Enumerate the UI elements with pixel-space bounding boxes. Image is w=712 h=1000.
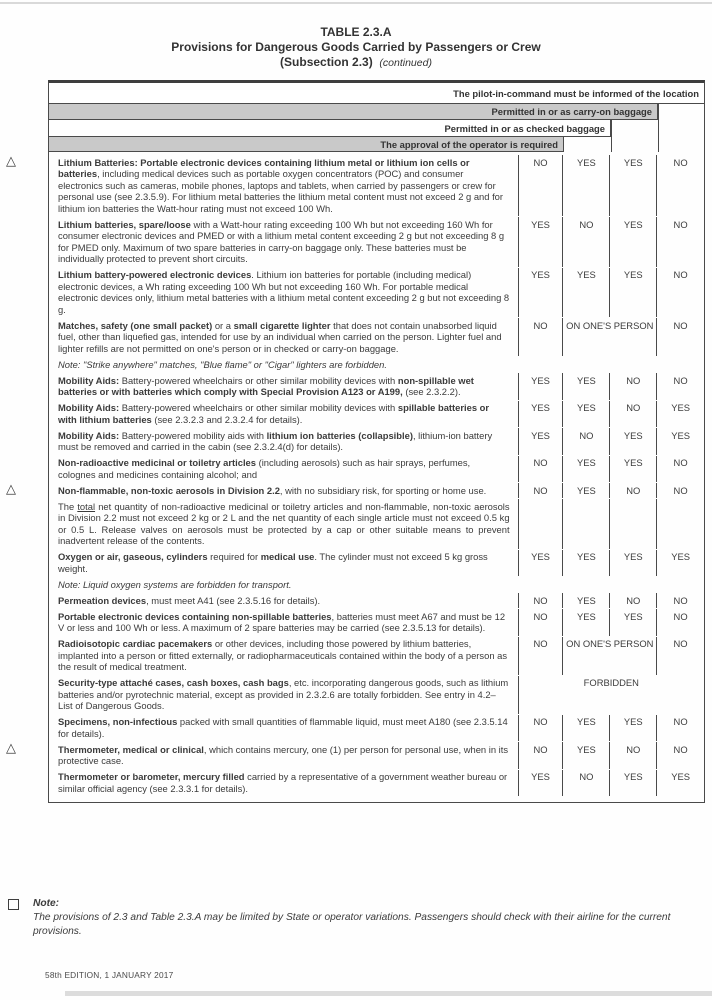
row-value-cell: NO — [656, 637, 704, 675]
header-bar-pilot-in-command: The pilot-in-command must be informed of the location — [49, 83, 704, 104]
row-value-cell: NO — [562, 770, 609, 797]
row-value-cell: YES — [518, 373, 563, 400]
table-row — [49, 373, 704, 400]
row-value-cell — [562, 499, 609, 549]
row-description: The total net quantity of non-radioactive medicinal or toiletry articles and non-flammable, non-toxic aerosols in Division 2.2 must not exceed 2 kg or 2 L and the net quantity of each single article must not exceed 0.5 kg or 0.5 L. Release valves on aerosols must be protected by a cap or other suitable means to prevent inadvertent release of the contents. — [58, 500, 510, 546]
row-value-cell: YES — [518, 217, 563, 267]
row-description: Portable electronic devices containing non-spillable batteries, batteries must meet A67 and must be 12 V or less and 100 Wh or less. A maximum of 2 spare batteries may be carried (see 2.3.5.13 for details). — [58, 610, 506, 633]
table-number: TABLE 2.3.A — [320, 25, 392, 39]
triangle-marker-icon: △ — [6, 153, 16, 168]
row-value-cell: NO — [656, 593, 704, 608]
row-value-cell: NO — [609, 483, 656, 498]
row-value-cell: NO — [656, 318, 704, 356]
row-value-cell: NO — [656, 483, 704, 498]
row-description: Matches, safety (one small packet) or a small cigarette lighter that does not contain unabsorbed liquid fuel, other than liquefied gas, intended for use by an individual when carried on the person. Lighter fuel and lighter refills are not permitted on one's person or in checked or carry-on baggage. — [58, 319, 502, 354]
row-value-cell — [609, 499, 656, 549]
row-value-cell: NO — [518, 742, 563, 769]
table-row — [49, 676, 704, 714]
table-title: Provisions for Dangerous Goods Carried by Passengers or Crew — [171, 40, 541, 54]
row-value-cell: NO — [656, 742, 704, 769]
row-description: Radioisotopic cardiac pacemakers or other devices, including those powered by lithium batteries, implanted into a person or fitted externally, or radiopharmaceuticals contained within the body of a person as the result of medical treatment. — [58, 638, 508, 672]
row-value-cell: NO — [609, 593, 656, 608]
row-value-cell: YES — [609, 770, 656, 797]
table-title-block — [0, 0, 712, 71]
row-value-cell: YES — [609, 155, 656, 216]
row-value-cell: YES — [562, 593, 609, 608]
table-row — [49, 217, 704, 267]
row-value-cell: NO — [609, 401, 656, 428]
row-value-cell: YES — [562, 742, 609, 769]
row-description: Lithium battery-powered electronic devices. Lithium ion batteries for portable (including medical) electronic devices, a Wh rating exceeding 100 Wh but not exceeding 160 Wh. For portable medical electronic devices only, lithium metal batteries with a lithium metal content exceeding 2 g but not exceeding 8 g. — [58, 269, 510, 315]
row-value-cell: YES — [609, 715, 656, 742]
row-value-cell — [656, 499, 704, 549]
row-value-cell: YES — [562, 268, 609, 318]
table-row — [49, 609, 704, 636]
row-value-cell: ON ONE'S PERSON — [562, 318, 656, 356]
row-value-cell: NO — [562, 217, 609, 267]
row-value-cell: YES — [562, 155, 609, 216]
row-value-cell: YES — [609, 268, 656, 318]
table-row — [49, 499, 704, 549]
page-top-edge-line — [0, 2, 712, 4]
row-value-cell: YES — [609, 456, 656, 483]
row-description: Lithium Batteries: Portable electronic devices containing lithium metal or lithium ion cells or batteries, including medical devices such as portable oxygen concentrators (POC) and consumer electronics such as cameras, mobile phones, laptops and tablets, when carried by passengers or crew for personal use (see 2.3.5.9). For lithium metal batteries the lithium metal content must not exceed 2 g and for lithium ion batteries the Watt-hour rating must not exceed 100 Wh. — [58, 156, 504, 214]
row-value-cell: NO — [656, 155, 704, 216]
row-description: Non-radioactive medicinal or toiletry articles (including aerosols) such as hair sprays, perfumes, colognes and medicines containing alcohol; and — [58, 457, 471, 480]
row-value-cell: NO — [518, 637, 563, 675]
edition-footer: 58th EDITION, 1 JANUARY 2017 — [45, 970, 174, 980]
row-value-cell: NO — [656, 373, 704, 400]
row-description: Mobility Aids: Battery-powered wheelchairs or other similar mobility devices with spillable batteries or with lithium batteries (see 2.3.2.3 and 2.3.2.4 for details). — [58, 402, 490, 425]
row-value-cell: NO — [656, 268, 704, 318]
row-value-cell: YES — [562, 715, 609, 742]
row-value-cell: YES — [656, 770, 704, 797]
header-step-divider — [658, 104, 659, 152]
row-value-cell: NO — [518, 155, 563, 216]
row-value-cell: YES — [656, 401, 704, 428]
table-row — [49, 770, 704, 797]
header-bar-checked: Permitted in or as checked baggage — [49, 120, 611, 137]
row-value-cell: ON ONE'S PERSON — [562, 637, 656, 675]
row-value-cell: YES — [562, 456, 609, 483]
bottom-note — [8, 897, 708, 938]
row-value-cell: NO — [518, 318, 563, 356]
row-value-cell: NO — [518, 715, 563, 742]
table-subtitle — [0, 55, 712, 71]
row-description: Permeation devices, must meet A41 (see 2.3.5.16 for details). — [58, 594, 321, 606]
row-value-cell: YES — [609, 217, 656, 267]
row-value-cell: YES — [518, 268, 563, 318]
table-row — [49, 401, 704, 428]
row-description: Specimens, non-infectious packed with small quantities of flammable liquid, must meet A180 (see 2.3.5.14 for details). — [58, 716, 508, 739]
continued-label: (continued) — [379, 57, 432, 69]
table-row — [49, 593, 704, 608]
row-description: Note: "Strike anywhere" matches, "Blue flame" or "Cigar" lighters are forbidden. — [58, 358, 387, 370]
dangerous-goods-table — [6, 80, 705, 803]
table-row — [49, 318, 704, 356]
row-value-cell: FORBIDDEN — [518, 676, 704, 714]
row-value-cell: NO — [609, 373, 656, 400]
row-value-cell: YES — [518, 770, 563, 797]
page-bottom-edge-line — [65, 991, 712, 996]
row-value-cell: YES — [562, 373, 609, 400]
row-description: Non-flammable, non-toxic aerosols in Division 2.2, with no subsidiary risk, for sporting or home use. — [58, 484, 487, 496]
table-row — [6, 481, 704, 498]
row-description: Lithium batteries, spare/loose with a Watt-hour rating exceeding 100 Wh but not exceeding 160 Wh for consumer electronic devices and PMED or with a lithium metal content exceeding 2 g but not exceeding 8 g for PMED only. Maximum of two spare batteries in carry-on baggage only. These batteries must be individually protected to prevent short circuits. — [58, 218, 505, 264]
table-row — [6, 740, 704, 769]
row-value-cell: YES — [609, 609, 656, 636]
row-value-cell: YES — [518, 401, 563, 428]
row-value-cell: YES — [656, 550, 704, 577]
table-header — [49, 83, 704, 152]
row-description: Thermometer or barometer, mercury filled carried by a representative of a government weather bureau or similar official agency (see 2.3.3.1 for details). — [58, 771, 508, 794]
row-description: Thermometer, medical or clinical, which contains mercury, one (1) per person for personal use, when in its protective case. — [58, 743, 509, 766]
header-bar-approval: The approval of the operator is required — [49, 137, 564, 152]
row-value-cell: NO — [656, 609, 704, 636]
row-value-cell: NO — [656, 715, 704, 742]
bottom-note-label: Note: — [33, 898, 60, 909]
row-value-cell: NO — [656, 217, 704, 267]
subsection-label: (Subsection 2.3) — [280, 55, 373, 69]
row-value-cell: YES — [656, 428, 704, 455]
row-value-cell: NO — [518, 483, 563, 498]
row-description: Mobility Aids: Battery-powered mobility aids with lithium ion batteries (collapsible), lithium-ion battery must be removed and carried in the cabin (see 2.3.2.4(d) for details). — [58, 429, 493, 452]
row-value-cell: NO — [518, 456, 563, 483]
table-row — [49, 357, 704, 372]
row-value-cell: NO — [562, 428, 609, 455]
table-row — [6, 153, 704, 216]
table-row — [49, 577, 704, 592]
row-value-cell: YES — [518, 428, 563, 455]
row-value-cell — [518, 499, 563, 549]
table-row — [49, 456, 704, 483]
row-value-cell: YES — [609, 428, 656, 455]
row-value-cell: YES — [562, 550, 609, 577]
table-row — [49, 268, 704, 318]
bottom-note-text: The provisions of 2.3 and Table 2.3.A may be limited by State or operator variations. Passengers should check with their airline for the current provisions. — [33, 912, 671, 937]
triangle-marker-icon: △ — [6, 740, 16, 755]
table-body — [6, 152, 704, 802]
square-marker-icon — [8, 899, 19, 910]
header-step-divider — [611, 120, 612, 152]
row-value-cell: NO — [518, 593, 563, 608]
row-value-cell: NO — [656, 456, 704, 483]
row-value-cell: YES — [562, 401, 609, 428]
table-row — [49, 428, 704, 455]
row-description: Mobility Aids: Battery-powered wheelchairs or other similar mobility devices with non-spillable wet batteries or with batteries which comply with Special Provision A123 or A199, (see 2.3.2.2). — [58, 374, 474, 397]
row-value-cell: YES — [562, 609, 609, 636]
row-value-cell: NO — [518, 609, 563, 636]
row-value-cell: YES — [518, 550, 563, 577]
table-row — [49, 637, 704, 675]
row-description: Oxygen or air, gaseous, cylinders required for medical use. The cylinder must not exceed 5 kg gross weight. — [58, 551, 488, 574]
table-row — [49, 715, 704, 742]
row-description: Security-type attaché cases, cash boxes, cash bags, etc. incorporating dangerous goods, such as lithium batteries and/or pyrotechnic material, except as provided in 2.3.2.6 are totally forbidden. See entry in 4.2–List of Dangerous Goods. — [58, 677, 509, 711]
row-value-cell: YES — [609, 550, 656, 577]
header-bar-carry-on: Permitted in or as carry-on baggage — [49, 104, 658, 120]
triangle-marker-icon: △ — [6, 481, 16, 496]
row-description: Note: Liquid oxygen systems are forbidden for transport. — [58, 578, 292, 590]
row-value-cell: YES — [562, 483, 609, 498]
row-value-cell: NO — [609, 742, 656, 769]
table-row — [49, 550, 704, 577]
